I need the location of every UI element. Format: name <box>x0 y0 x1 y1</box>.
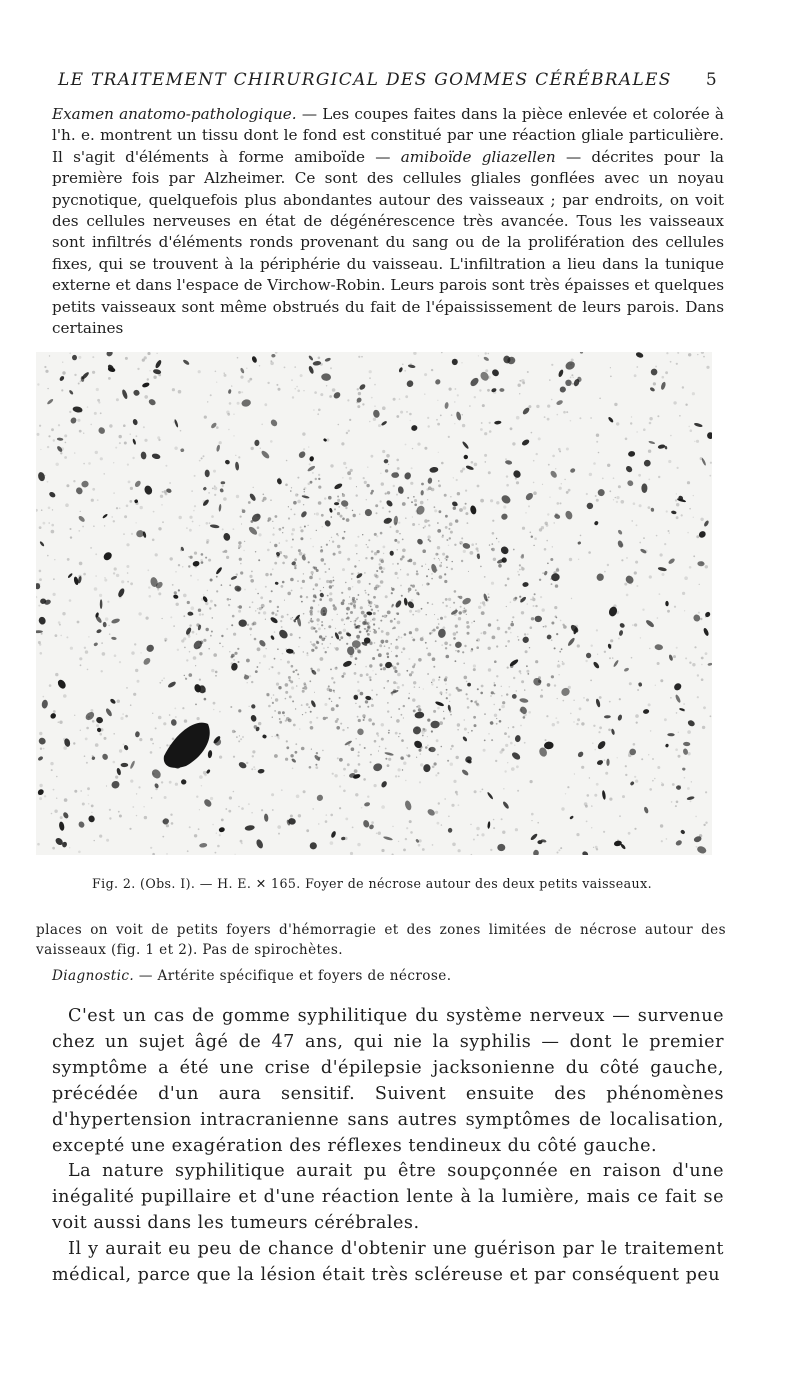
paragraph-text-continued: — décrites pour la première fois par Alzheimer. Ce sont des cellules gliales gonflées avec un noyau pycnotique, quelquefois plus abondantes autour des vaisseaux ; par endroits, on voit des cellules nerveuses en état de dégénérescence très avancée. Tous les vaisseaux sont infiltrés d'éléments ronds provenant du sang ou de la prolifération des cellules fixes, qui se trouvent à la périphérie du vaisseau. L'infiltration a lieu dans la tunique externe et dans l'espace de Virchow-Robin. Leurs parois sont très épaisses et quelques petits vaisseaux sont même obstrués du fait de l'épaississement de leurs parois. Dans certaines <box>52 147 724 338</box>
paragraph-places: places on voit de petits foyers d'hémorragie et des zones limitées de nécrose autour des vaisseaux (fig. 1 et 2). Pas de spirochètes. <box>36 922 726 958</box>
paragraph-nature <box>52 1158 724 1236</box>
treatment-text: Il y aurait eu peu de chance d'obtenir une guérison par le traitement médical, parce que la lésion était très scléreuse et par conséquent peu <box>52 1239 724 1285</box>
page-number: 5 <box>705 70 718 90</box>
figure-caption: Fig. 2. (Obs. I). — H. E. ✕ 165. Foyer de nécrose autour des deux petits vaisseaux. <box>92 876 652 891</box>
diagnostic-text: — Artérite spécifique et foyers de nécrose. <box>134 968 452 984</box>
diagnostic-lead: Diagnostic. <box>52 968 135 984</box>
paragraph-text: — Les coupes faites dans la pièce enlevée et colorée à l'h. e. montrent un tissu dont le fond est constitué par une réaction gliale particulière. Il s'agit d'éléments à forme amiboïde — <box>52 105 724 166</box>
micrograph-image <box>36 352 712 855</box>
paragraph-treatment <box>52 1236 724 1288</box>
micrograph-figure <box>36 352 712 855</box>
paragraph-lead: Examen anatomo-pathologique. <box>52 105 297 123</box>
paragraph-case <box>52 1003 724 1159</box>
paragraph-examen <box>52 104 724 339</box>
running-head <box>58 70 718 90</box>
case-text: C'est un cas de gomme syphilitique du système nerveux — survenue chez un sujet âgé de 47 ans, qui nie la syphilis — dont le premier symptôme a été une crise d'épilepsie jacksonienne du côté gauche, précédée d'un aura sensitif. Suivent ensuite des phénomènes d'hypertension intracranienne sans autres symptômes de localisation, excepté une exagération des réflexes tendineux du côté gauche. <box>52 1006 724 1156</box>
paragraph-term: amiboïde gliazellen <box>400 147 556 166</box>
nature-text: La nature syphilitique aurait pu être soupçonnée en raison d'une inégalité pupillaire et d'une réaction lente à la lumière, mais ce fait se voit aussi dans les tumeurs cérébrales. <box>52 1161 724 1233</box>
paragraph-diagnostic <box>52 966 722 986</box>
running-title: LE TRAITEMENT CHIRURGICAL DES GOMMES CÉRÉBRALES <box>58 70 672 90</box>
